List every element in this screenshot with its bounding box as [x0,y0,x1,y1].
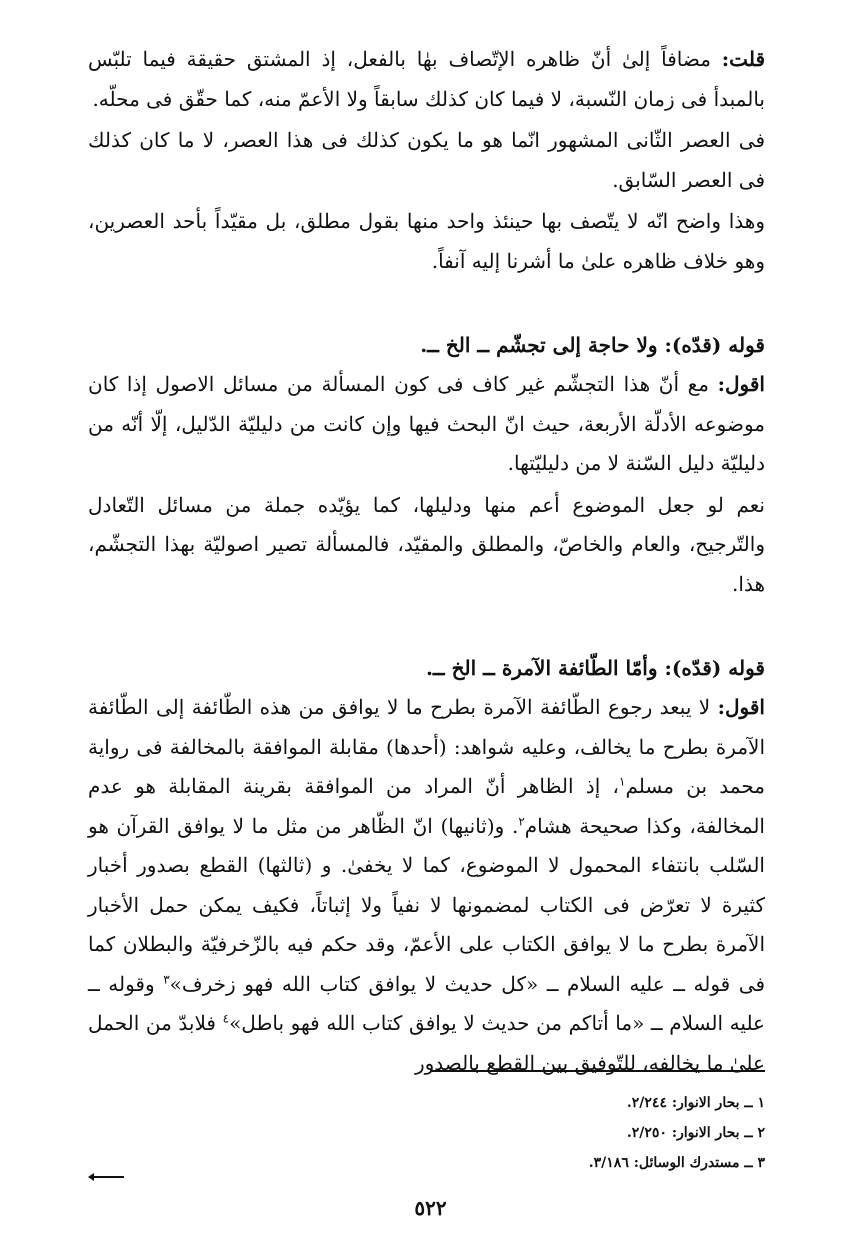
continuation-arrow-icon [92,1176,124,1178]
paragraph-1-text: مضافاً إلىٰ أنّ ظاهره الإتّصاف بهٰا بالفعل، إذ المشتق حقيقة فيما تلبّس بالمبدأ فى زمان النّسبة، لا فيما كان كذلك سابقاً ولا الأعمّ منه، كما حقّق فى محلّه. [88,47,765,111]
section-heading-1: قوله (قدّه): ولا حاجة إلى تجشّم ــ الخ ــ. [420,333,765,357]
paragraph-6-text-5: فلابدّ من الحمل علىٰ ما يخالفه، للتّوفيق بين القطع بالصدور [88,1011,765,1075]
paragraph-4 [88,365,765,484]
paragraph-6-text-2: ، إذ الظاهر أنّ المراد من الموافقة بقرينة المقابلة هو عدم المخالفة، وكذا صحيحة هشام [88,774,765,838]
footnote-divider [430,1070,765,1072]
section-gap [88,281,765,325]
paragraph-6-text-1: لا يبعد رجوع الطّائفة الآمرة بطرح ما لا يوافق من هذه الطّائفة إلى الطّائفة الآمرة بطرح ما يخالف، وعليه شواهد: (أحدها) مقابلة الموافقة بالمخالفة فى رواية محمد بن مسلم [88,695,765,798]
section-heading-2: قوله (قدّه): وأمّا الطّائفة الآمرة ــ الخ ــ. [425,656,765,680]
paragraph-6-text-3: . و(ثانيها) انّ الظّاهر من مثل ما لا يوافق القرآن هو السّلب بانتفاء المحمول لا الموضوع، كما لا يخفىٰ. و (ثالثها) القطع بصدور أخبار كثيرة لا تعرّض فى الكتاب لمضمونها لا نفياً ولا إثباتاً، فكيف يمكن حمل الأخبار الآمرة بطرح ما لا يوافق الكتاب على الأعمّ، وقد حكم فيه بالزّخرفيّة والبطلان كما فى قوله ــ عليه السلام ــ «كل حديث لا يوافق كتاب الله فهو زخرف» [88,813,766,996]
footnote-3: ٣ ــ مستدرك الوسائل: ٣/١٨٦. [588,1155,765,1171]
paragraph-6 [88,688,765,1083]
paragraph-4-text: مع أنّ هذا التجشّم غير كاف فى كون المسألة من مسائل الاصول إذا كان موضوعه الأدلّة الأربعة، حيث انّ البحث فيها وإن كانت من دليليّة الدّليل، إلّا أنّه من دليليّة دليل السّنة لا من دليليّتها. [88,372,765,475]
paragraph-1-lead: قلت: [721,47,765,71]
page-number: ٥٢٢ [414,1196,447,1220]
section-gap [88,604,765,648]
footnote-ref-4[interactable]: ٤ [222,1011,230,1026]
paragraph-6-lead: اقول: [717,695,765,719]
paragraph-6-text-4: وقوله ــ عليه السلام ــ «ما أتاكم من حديث لا يوافق كتاب الله فهو باطل» [88,971,765,1035]
paragraph-3: وهذا واضح انّه لا يتّصف بها حينئذ واحد منها بقول مطلق، بل مقيّداً بأحد العصرين، وهو خلاف ظاهره علىٰ ما أشرنا إليه آنفاً. [88,209,765,273]
footnote-1: ١ ــ بحار الانوار: ٢/٢٤٤. [626,1095,765,1111]
paragraph-5: نعم لو جعل الموضوع أعم منها ودليلها، كما يؤيّده جملة من مسائل التّعادل والتّرجيح، والعام والخاصّ، والمطلق والمقيّد، فالمسألة تصير اصوليّة بهذا التجشّم، هذا. [88,492,765,596]
paragraph-2: فى العصر الثّانى المشهور انّما هو ما يكون كذلك فى هذا العصر، لا ما كان كذلك فى العصر السّابق. [88,128,765,192]
footnote-ref-3[interactable]: ٣ [163,971,170,986]
footnotes [165,1088,765,1178]
paragraph-4-lead: اقول: [717,372,765,396]
paragraph-1 [88,40,765,119]
footnote-2: ٢ ــ بحار الانوار: ٢/٢٥٠. [626,1125,765,1141]
footnote-ref-1[interactable]: ١ [619,774,626,789]
footnote-ref-2[interactable]: ٢ [518,813,525,828]
